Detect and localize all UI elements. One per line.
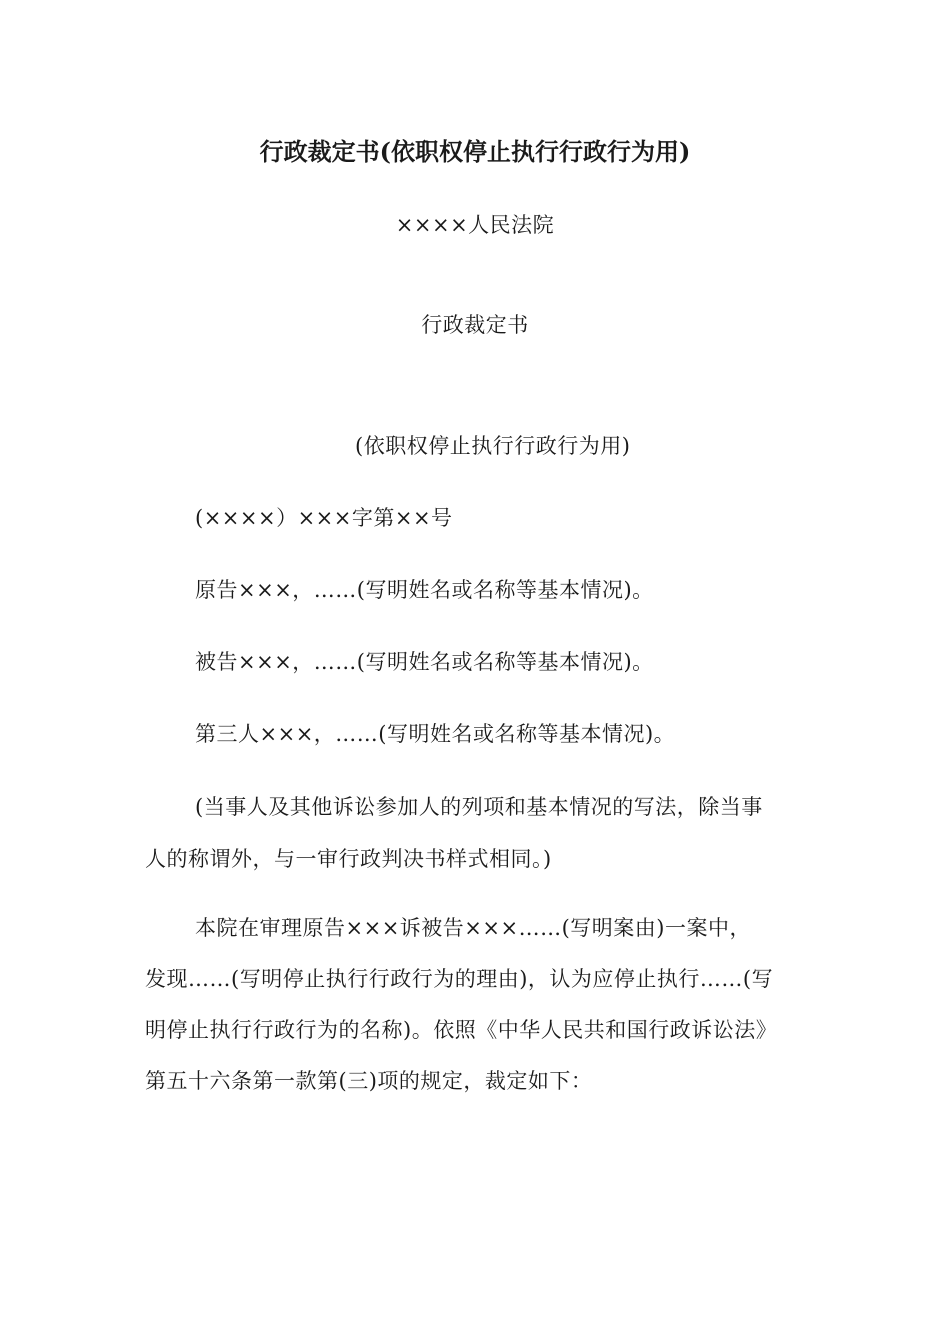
- document-type: 行政裁定书: [421, 313, 529, 337]
- document-title: 行政裁定书(依职权停止执行行政行为用): [259, 137, 691, 166]
- body-line-4: 第五十六条第一款第(三)项的规定，裁定如下：: [145, 1069, 593, 1093]
- body-line-1: 本院在审理原告×××诉被告×××……(写明案由)一案中，: [195, 916, 751, 940]
- case-number: (××××）×××字第××号: [195, 506, 453, 530]
- party-plaintiff: 原告×××，……(写明姓名或名称等基本情况)。: [195, 578, 654, 602]
- document-subtype: (依职权停止执行行政行为用): [355, 434, 631, 458]
- party-defendant: 被告×××，……(写明姓名或名称等基本情况)。: [195, 650, 654, 674]
- court-name: ××××人民法院: [395, 213, 555, 237]
- party-third-party: 第三人×××，……(写明姓名或名称等基本情况)。: [195, 722, 676, 746]
- body-line-3: 明停止执行行政行为的名称)。依照《中华人民共和国行政诉讼法》: [145, 1018, 778, 1042]
- note-line-2: 人的称谓外，与一审行政判决书样式相同。): [145, 847, 552, 871]
- note-line-1: (当事人及其他诉讼参加人的列项和基本情况的写法，除当事: [195, 795, 763, 819]
- body-line-2: 发现……(写明停止执行行政行为的理由)，认为应停止执行……(写: [145, 967, 774, 991]
